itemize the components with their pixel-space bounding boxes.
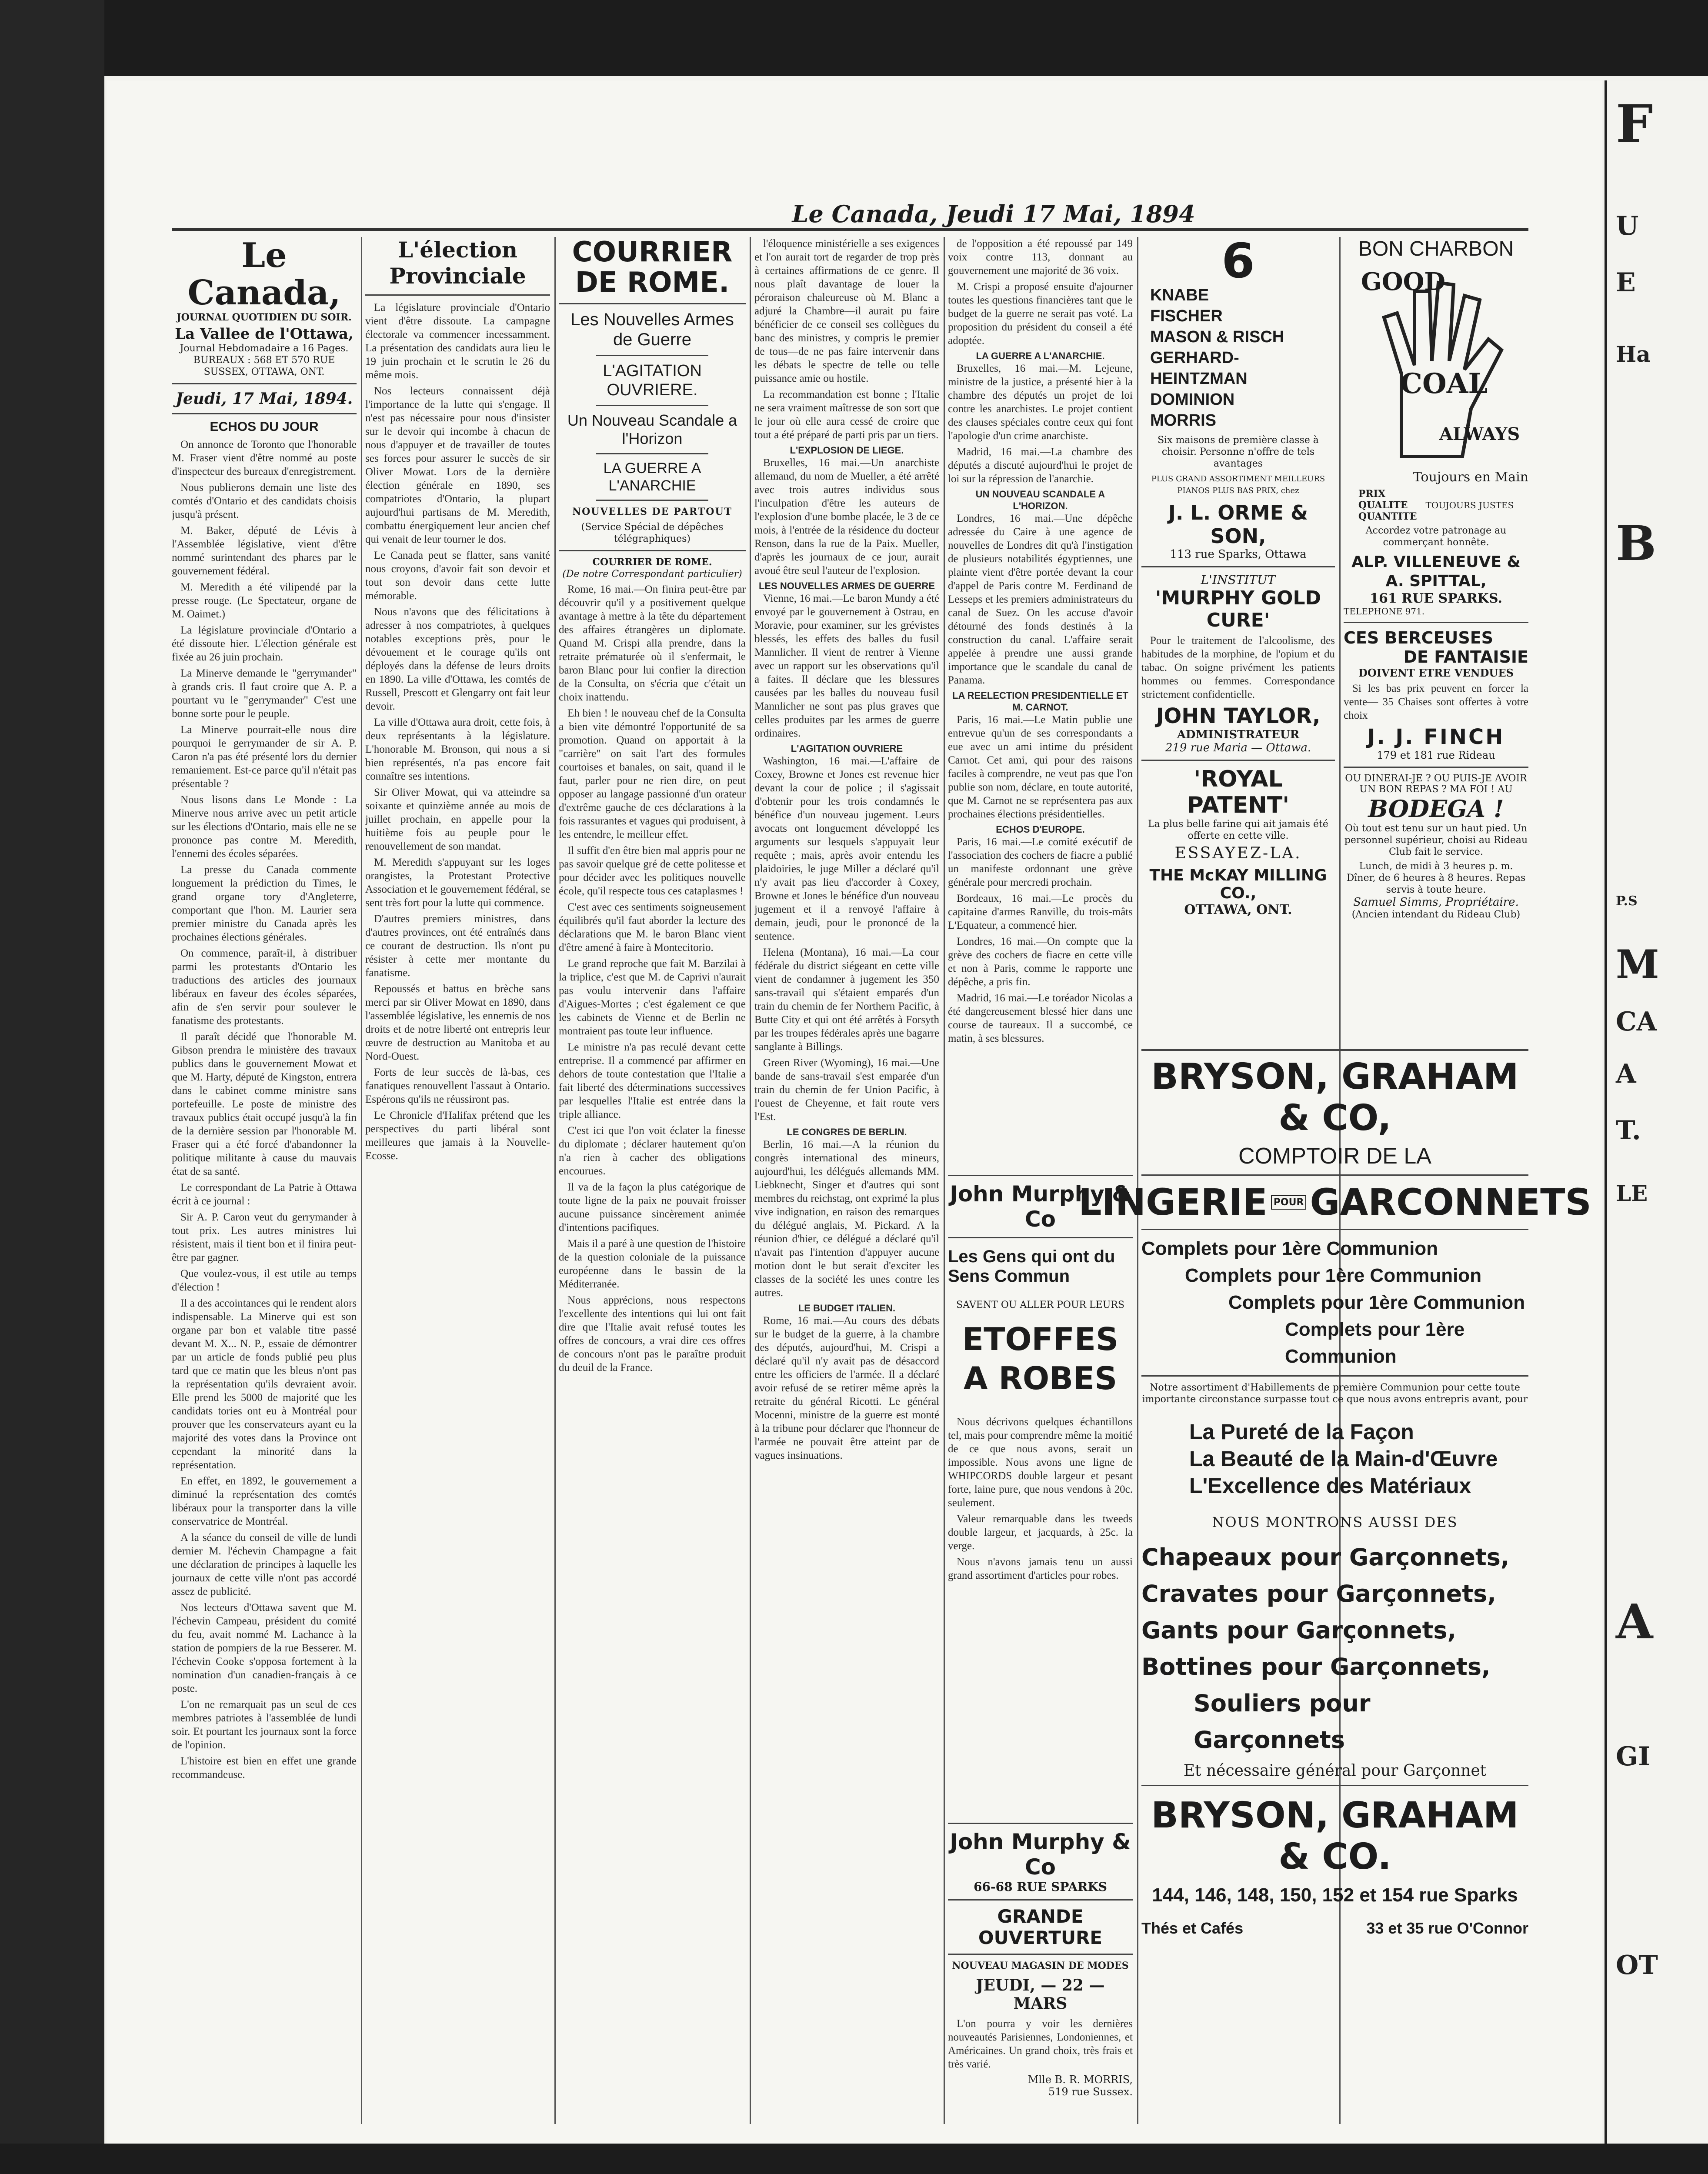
paragraph: L'on ne remarquait pas un seul de ces membres patriotes à l'assemblée de lundi soir. Et pourtant les journaux sont la force de l'opinion. bbox=[172, 1699, 357, 1751]
boys-item: Cravates pour Garçonnets, bbox=[1141, 1580, 1496, 1607]
paragraph: Rome, 16 mai.—Au cours des débats sur le budget de la guerre, à la chambre des députés, aujourd'hui, M. Crispi a déclaré qu'il n'y avait pas de désaccord entre les officiers de l'armée. Il a déclaré avoir refusé de se retirer même après la retraite du général Ricotti. Le général Mocenni, ministre de la guerre est monté à la tribune pour déclarer que l'honneur de l'armée ne pouvait être atteint par de vagues insinuations. bbox=[754, 1315, 939, 1461]
article-body bbox=[365, 301, 550, 1163]
boys-item: Souliers pour Garçonnets bbox=[1194, 1690, 1371, 1754]
column-rule bbox=[361, 237, 362, 2124]
adjacent-letter: P.S bbox=[1616, 894, 1638, 909]
section-heading: ECHOS DU JOUR bbox=[210, 420, 319, 434]
adjacent-letter: A bbox=[1616, 1594, 1653, 1650]
divider bbox=[596, 405, 708, 406]
divider bbox=[596, 453, 708, 454]
advertiser-name: BODEGA ! bbox=[1368, 795, 1504, 823]
column-ads-left bbox=[1141, 237, 1335, 1176]
deck-headline: Les Nouvelles Armes de Guerre bbox=[570, 310, 734, 349]
paragraph: M. Crispi a proposé ensuite d'ajourner toutes les questions financières tant que le budget de la guerre ne serait pas voté. La proposition du président du conseil a été adoptée. bbox=[948, 281, 1133, 347]
ad-address: 66-68 RUE SPARKS bbox=[974, 1880, 1107, 1894]
masthead-rule bbox=[172, 228, 1528, 231]
opening-title: GRANDE OUVERTURE bbox=[978, 1906, 1103, 1948]
paragraph: Nous n'avons que des félicitations à adresser à nos compatriotes, à quelques notables exceptions près, pour le dévouement et le courage qu'ils ont déployés dans la défense de leurs droits en 1890. La ville d'Ottawa, les comtés de Russell, Prescott et Glengarry ont fait leur devoir. bbox=[365, 606, 550, 712]
paragraph: Le grand reproche que fait M. Barzilai à la triplice, c'est que M. de Caprivi n'aurait pas voulu intervenir dans l'affaire d'Aigues-Mortes ; c'est également ce que les cabinets de Vienne et de Berlin ne montraient pas toute leur influence. bbox=[559, 958, 746, 1037]
paragraph: La législature provinciale d'Ontario a été dissoute hier. L'élection générale est fixée au 26 juin prochain. bbox=[172, 624, 357, 663]
paragraph: Repoussés et battus en brèche sans merci par sir Oliver Mowat en 1890, dans l'assemblée législative, les ennemis de nos droits et de notre liberté ont entrepris leur œuvre de destruction au Manitoba et au Nord-Ouest. bbox=[365, 983, 550, 1062]
paragraph: de l'opposition a été repoussé par 149 voix contre 113, donnant au gouvernement une majorité de 36 voix. bbox=[948, 238, 1133, 277]
piano-brand: DOMINION bbox=[1150, 390, 1235, 409]
paragraph: Nos lecteurs connaissent déjà l'importance de la lutte qui s'engage. Il n'est pas nécessaire pour nous d'insister sur le devoir qui incombe à chacun de nous d'appuyer et de travailler de toutes ses forces pour assurer le succès de sir Oliver Mowat. Lors de la dernière élection générale en 1890, ses compatriotes d'Ontario, la plupart aujourd'hui partisans de M. Meredith, combattu énergiquement leur ancien chef qui venait de leur tourner le dos. bbox=[365, 385, 550, 545]
divider bbox=[596, 500, 708, 501]
divider bbox=[365, 294, 550, 296]
paragraph: On commence, paraît-il, à distribuer parmi les protestants d'Ontario les traductions des articles des journaux libéraux en faveur des écoles séparées, afin de s'en servir pour soulever le fanatisme des protestants. bbox=[172, 947, 357, 1027]
adjacent-letter: LE bbox=[1616, 1180, 1648, 1206]
ad-address: 113 rue Sparks, Ottawa bbox=[1170, 548, 1307, 561]
paragraph: Que voulez-vous, il est utile au temps d'élection ! bbox=[172, 1268, 357, 1293]
paragraph: La recommandation est bonne ; l'Italie ne sera vraiment maîtresse de son sort que le jour où elle aura cessé de croire que tout a été préparé de parti pris par un tiers. bbox=[754, 389, 939, 441]
subhead: L'EXPLOSION DE LIEGE. bbox=[790, 445, 904, 456]
ad-line: ESSAYEZ-LA. bbox=[1174, 844, 1302, 862]
divider bbox=[1141, 566, 1335, 567]
divider bbox=[1344, 622, 1528, 623]
paper-weekly-desc: Journal Hebdomadaire a 16 Pages. bbox=[180, 343, 349, 354]
paragraph: Le Canada peut se flatter, sans vanité nous croyons, d'avoir fait son devoir et tout son devoir dans cette lutte mémorable. bbox=[365, 550, 550, 602]
quality-item: L'Excellence des Matériaux bbox=[1189, 1474, 1471, 1498]
column-rule bbox=[1137, 237, 1138, 2124]
divider bbox=[948, 1175, 1133, 1176]
paragraph: Pour le traitement de l'alcoolisme, des habitudes de la morphine, de l'opium et du tabac. On soigne privément les patients hommes ou femmes. Correspondance strictement confidentielle. bbox=[1141, 635, 1335, 700]
article-body bbox=[754, 237, 939, 1462]
ad-line: Toujours en Main bbox=[1413, 470, 1528, 485]
article-headline: L'élection Provinciale bbox=[389, 237, 526, 289]
column-dispatches bbox=[754, 237, 939, 2124]
column-rule bbox=[750, 237, 751, 2124]
column-election bbox=[365, 237, 550, 2124]
paragraph: C'est ici que l'on voit éclater la finesse du diplomate ; déclarer hautement qu'on n'a rien à cacher des obligations encourues. bbox=[559, 1125, 746, 1177]
subhead: LA GUERRE A L'ANARCHIE. bbox=[976, 350, 1105, 361]
paragraph: La Minerve demande le "gerrymander" à grands cris. Il faut croire que A. P. a pourtant vu le "gerrymander" C'est une bonne sorte pour le peuple. bbox=[172, 667, 357, 720]
divider bbox=[596, 355, 708, 356]
paper-weekly-title: La Vallee de l'Ottawa, bbox=[175, 325, 354, 343]
quality-list bbox=[1141, 1418, 1528, 1499]
adjacent-letter: M bbox=[1616, 941, 1659, 987]
divider bbox=[1141, 1174, 1528, 1176]
adjacent-page-edge bbox=[1605, 80, 1708, 2144]
ad-line: Thés et Cafés bbox=[1141, 1919, 1244, 1937]
paragraph: Berlin, 16 mai.—A la réunion du congrès international des mineurs, aujourd'hui, les délégués allemands MM. Liebknecht, Singer et d'autres qui sont membres du reichstag, ont exprimé la plus vive indignation, en raison des remarques du délégué anglais, M. Pickard. A la réunion d'hier, ce délégué a déclaré qu'il n'avait pas l'intention d'appuyer aucune motion dont le but serait d'exciter les classes de la société les unes contre les autres. bbox=[754, 1139, 939, 1299]
subhead: COURRIER DE ROME. bbox=[592, 557, 712, 568]
paragraph: l'éloquence ministérielle a ses exigences et l'on aurait tort de regarder de trop près à certaines affirmations de ce genre. Il nous plaît davantage de louer la péroraison chaleureuse où M. Blanc a adjuré la Chambre—il aurait pu faire bénéficier de ce conseil ses collègues du banc des ministres, y compris le premier de tous—de ne pas faire intervenir dans les débats le spectre de telle ou telle puissance amie ou hostile. bbox=[754, 238, 939, 384]
scan-border-left bbox=[0, 0, 104, 2174]
subhead: LA REELECTION PRESIDENTIELLE ET M. CARNOT. bbox=[952, 690, 1128, 713]
paragraph: Il paraît décidé que l'honorable M. Gibson prendra le ministère des travaux publics dans le gouvernement Mowat et que M. Harty, député de Kingston, entrera dans le cabinet comme ministre sans portefeuille. Le poste de ministre des travaux publics était occupé jusqu'à la fin de la dernière session par l'honorable M. Fraser qui a été forcé d'abandonner la politique militante à cause du mauvais état de sa santé. bbox=[172, 1031, 357, 1177]
paragraph: Washington, 16 mai.—L'affaire de Coxey, Browne et Jones est revenue hier devant la cour de police ; il s'agissait d'obtenir pour les trois condamnés le bénéfice d'un nouveau jugement. Leurs avocats ont longuement développé les arguments sur lesquels s'appuyait leur requête ; mais, après avoir entendu les plaidoiries, le juge Miller a déclaré qu'il n'y avait pas lieu d'accorder à Coxey, Browne et Jones le bénéfice d'un nouveau jugement et il a renvoyé l'affaire à demain, jeudi, pour le prononcé de la sentence. bbox=[754, 755, 939, 942]
paragraph: Il suffit d'en être bien mal appris pour ne pas savoir quelque gré de cette politesse et pour décider avec les politiques nouvelle école, qu'il respecte tous ces cataplasmes ! bbox=[559, 845, 746, 897]
ad-text: La plus belle farine qui ait jamais été offerte en cette ville. bbox=[1148, 819, 1328, 841]
ad-text: Où tout est tenu sur un haut pied. Un personnel supérieur, choisi au Rideau Club fait le service. bbox=[1344, 823, 1528, 857]
opening-body bbox=[948, 2017, 1133, 2071]
paragraph: Nous lisons dans Le Monde : La Minerve nous arrive avec un petit article sur les élections d'Ontario, mais elle ne se prononce pas contre M. Meredith, l'ennemi des écoles séparées. bbox=[172, 794, 357, 860]
complets-list bbox=[1141, 1235, 1528, 1370]
deck-headline: Un Nouveau Scandale a l'Horizon bbox=[567, 411, 737, 447]
subhead: UN NOUVEAU SCANDALE A L'HORIZON. bbox=[975, 489, 1105, 511]
ad-body bbox=[1141, 634, 1335, 701]
paragraph: La presse du Canada commente longuement la prédiction du Times, le grand organe tory d'Angleterre, comportant que l'hon. M. Laurier sera premier ministre du Canada après les prochaines élections générales. bbox=[172, 864, 357, 943]
quality-item: La Pureté de la Façon bbox=[1189, 1420, 1414, 1444]
divider bbox=[1141, 1229, 1528, 1230]
price-block bbox=[1344, 488, 1528, 522]
adjacent-letter: E bbox=[1616, 267, 1636, 298]
paragraph: Bordeaux, 16 mai.—Le procès du capitaine d'armes Ranville, du trois-mâts L'Equateur, a commencé hier. bbox=[948, 893, 1133, 931]
divider bbox=[172, 383, 357, 384]
paragraph: Bruxelles, 16 mai.—Un anarchiste allemand, du nom de Mueller, a été arrêté avec trois autres individus sous l'inculpation d'être les auteurs de l'explosion d'une bombe placée, le 3 de ce mois, à l'entrée de la résidence du docteur Renson, dans la rue de la Paix. Mueller, d'après les journaux de ce jour, aurait avoué être seul l'auteur de l'explosion. bbox=[754, 457, 939, 577]
ad-word: COAL bbox=[1400, 367, 1488, 400]
john-murphy-footer bbox=[948, 1817, 1133, 2098]
ad-address: 219 rue Maria — Ottawa. bbox=[1165, 741, 1311, 754]
echos-text bbox=[172, 438, 357, 1781]
paragraph: Le correspondant de La Patrie à Ottawa écrit à ce journal : bbox=[172, 1182, 357, 1207]
subhead: LE CONGRES DE BERLIN. bbox=[787, 1127, 907, 1137]
adjacent-letter: F bbox=[1616, 93, 1653, 155]
boys-item: Chapeaux pour Garçonnets, bbox=[1141, 1544, 1510, 1571]
paragraph: Sir Oliver Mowat, qui va atteindre sa soixante et quinzième année au mois de juillet prochain, en appelle pour la huitième fois au peuple pour le renouvellement de son mandat. bbox=[365, 787, 550, 852]
paper-title: Le Canada, bbox=[187, 237, 341, 313]
piano-brand: FISCHER bbox=[1150, 307, 1223, 325]
paragraph: D'autres premiers ministres, dans d'autres provinces, ont été entraînés dans ce courant de destruction. Ils n'ont pu résister à cette mer montante du fanatisme. bbox=[365, 913, 550, 979]
piano-brand: MASON & RISCH bbox=[1150, 328, 1284, 346]
ad-text: Accordez votre patronage au commerçant honnête. bbox=[1365, 525, 1507, 548]
ad-body bbox=[948, 1415, 1133, 1582]
divider bbox=[1141, 760, 1335, 761]
ad-address: 179 et 181 rue Rideau bbox=[1377, 749, 1495, 761]
complets-item: Complets pour 1ère Communion bbox=[1185, 1265, 1482, 1286]
paragraph: Paris, 16 mai.—Le comité exécutif de l'association des cochers de fiacre a publié un manifeste ordonnant une grève générale pour mercredi prochain. bbox=[948, 836, 1133, 888]
article-body bbox=[559, 583, 746, 1374]
column-ads-right bbox=[1344, 237, 1528, 1176]
adjacent-letter: CA bbox=[1616, 1007, 1657, 1037]
paragraph: Valeur remarquable dans les tweeds double largeur, et jacquards, à 25c. la verge. bbox=[948, 1513, 1133, 1552]
advertiser-name: BRYSON, GRAHAM & CO, bbox=[1151, 1056, 1519, 1139]
price-label: PRIX bbox=[1358, 488, 1386, 500]
lingerie-heading bbox=[1078, 1181, 1591, 1224]
ad-signature: Samuel Simms, Propriétaire. bbox=[1353, 896, 1519, 909]
piano-brand: MORRIS bbox=[1150, 411, 1216, 430]
ad-headline: DE FANTAISIE bbox=[1403, 647, 1528, 667]
paragraph: L'histoire est bien en effet une grande recommandeuse. bbox=[172, 1755, 357, 1781]
paragraph: Si les bas prix peuvent en forcer la vente— 35 Chaises sont offertes à votre choix bbox=[1344, 683, 1528, 721]
divider bbox=[1141, 1785, 1528, 1786]
ad-text: (Ancien intendant du Rideau Club) bbox=[1351, 909, 1521, 920]
opening-date: JEUDI, — 22 — MARS bbox=[976, 1976, 1105, 2013]
price-label: QUALITE bbox=[1358, 500, 1408, 511]
advertiser-name: THE McKAY MILLING CO., bbox=[1149, 867, 1327, 902]
divider bbox=[172, 413, 357, 414]
page-masthead: Le Canada, Jeudi 17 Mai, 1894 bbox=[792, 200, 1195, 228]
paragraph: Madrid, 16 mai.—Le toréador Nicolas a été dangereusement blessé hier dans une course de taureaux. Il a succombé, ce matin, à ses blessures. bbox=[948, 992, 1133, 1044]
adjacent-letter: Ha bbox=[1616, 341, 1651, 367]
opening-sign: Mlle B. R. MORRIS, bbox=[1027, 2074, 1133, 2086]
adjacent-letter: GI bbox=[1616, 1741, 1651, 1772]
paragraph: En effet, en 1892, le gouvernement a diminué la représentation des comtés libéraux pour la transporter dans la ville conservatrice de Montréal. bbox=[172, 1475, 357, 1527]
paragraph: Helena (Montana), 16 mai.—La cour fédérale du district siégeant en cette ville vient de condamner à jugement les 350 sans-travail qui s'étaient emparés d'un train du chemin de fer Northern Pacific, à Butte City et qui ont été arrêtés à Forsyth par les troupes fédérales après une bagarre sanglante à Billings. bbox=[754, 947, 939, 1053]
paragraph: La Minerve pourrait-elle nous dire pourquoi le gerrymander de sir A. P. Caron n'a pas été présenté lors du dernier remaniement. Est-ce parce qu'il n'était pas présentable ? bbox=[172, 724, 357, 790]
paragraph: A la séance du conseil de ville de lundi dernier M. l'échevin Champagne a fait une déclaration de principes à laquelle les journaux de cette ville n'ont pas accordé assez de publicité. bbox=[172, 1532, 357, 1597]
paragraph: Il va de la façon la plus catégorique de toute ligne de la paix ne pouvait froisser aucune puissance sincèrement animée d'intentions pacifiques. bbox=[559, 1181, 746, 1234]
divider bbox=[948, 1237, 1133, 1238]
bryson-graham-ad bbox=[1078, 1044, 1591, 1937]
ad-address: 161 RUE SPARKS. bbox=[1370, 591, 1502, 606]
ad-address: 33 et 35 rue O'Connor bbox=[1366, 1919, 1528, 1937]
column-rule bbox=[554, 237, 556, 2124]
paragraph: Nous publierons demain une liste des comtés d'Ontario et des candidats choisis jusqu'à présent. bbox=[172, 482, 357, 520]
ad-address: 144, 146, 148, 150, 152 et 154 rue Sparks bbox=[1152, 1884, 1518, 1906]
issue-date: Jeudi, 17 Mai, 1894. bbox=[175, 390, 353, 408]
opening-address: 519 rue Sussex. bbox=[1048, 2086, 1133, 2098]
ad-line: Sens Commun bbox=[948, 1267, 1070, 1286]
adjacent-letter: B bbox=[1616, 515, 1656, 571]
adjacent-letter: U bbox=[1616, 211, 1639, 241]
paper-address: BUREAUX : 568 ET 570 RUE SUSSEX, OTTAWA, ONT. bbox=[193, 355, 335, 377]
paragraph: Green River (Wyoming), 16 mai.—Une bande de sans-travail s'est emparée d'un train du chemin de fer Union Pacific, à l'ouest de Cheyenne, et fait route vers l'Est. bbox=[754, 1057, 939, 1123]
paragraph: La législature provinciale d'Ontario vient d'être dissoute. La campagne électorale va commencer incessamment. La présentation des candidats aura lieu le 19 juin prochain et le scrutin le 26 du même mois. bbox=[365, 302, 550, 381]
paragraph: Madrid, 16 mai.—La chambre des députés a discuté aujourd'hui le projet de loi sur la répression de l'anarchie. bbox=[948, 446, 1133, 485]
paragraph: Londres, 16 mai.—On compte que la grève des cochers de fiacre en cette ville et non à Paris, comme le rapporte une dépêche, a pris fin. bbox=[948, 936, 1133, 988]
paragraph: Paris, 16 mai.—Le Matin publie une entrevue qu'un de ses correspondants a eue avec un ami intime du président Carnot. Cet ami, qui pour des raisons faciles à comprendre, ne veut pas que l'on publie son nom, déclare, en toute autorité, que M. Carnot ne se représentera pas aux prochaines élections présidentielles. bbox=[948, 714, 1133, 820]
subhead: L'AGITATION OUVRIERE bbox=[791, 743, 903, 754]
price-label: QUANTITE bbox=[1358, 511, 1417, 522]
boys-item: Gants pour Garçonnets, bbox=[1141, 1617, 1457, 1644]
divider bbox=[559, 303, 746, 304]
ad-line: NOUS MONTRONS AUSSI DES bbox=[1212, 1514, 1458, 1530]
paragraph: Il a des accointances qui le rendent alors indispensable. La Minerve qui est son organe par bon et valable titre passé devant M. X... N. P., essaie de démontrer par un article de fonds publié peu plus tard que ce matin que les bleus n'ont pas la représentation qu'ils devraient avoir. Elle prend les 5000 de majorité que les candidats tories ont eu à Montréal pour prouver que les conservateurs ayant eu la majorité des votes dans la Province ont cependant la minorité dans la représentation. bbox=[172, 1297, 357, 1471]
paragraph: Nous n'avons jamais tenu un aussi grand assortiment d'articles pour robes. bbox=[948, 1556, 1133, 1581]
paragraph: Bruxelles, 16 mai.—M. Lejeune, ministre de la justice, a présenté hier à la chambre des députés un projet de loi contre les anarchistes. Le projet contient des clauses spéciales contre ceux qui font l'apologie d'un crime anarchiste. bbox=[948, 363, 1133, 442]
service-note: (Service Spécial de dépêches télégraphiques) bbox=[581, 522, 724, 544]
complets-item: Complets pour 1ère Communion bbox=[1285, 1319, 1465, 1367]
paragraph: Rome, 16 mai.—On finira peut-être par découvrir qu'il y a positivement quelque avantage à mettre à la tête du département des affaires étrangères un diplomate. Quand M. Crispi alla prendre, dans la retraite prématurée où il s'enfermait, le baron Blanc pour lui confier la direction de la Consulta, on s'écria que c'était un choix inattendu. bbox=[559, 584, 746, 703]
divider bbox=[1141, 1049, 1528, 1051]
paragraph: C'est avec ces sentiments soigneusement équilibrés qu'il faut aborder la lecture des déclarations que M. le baron Blanc vient d'être amené à faire à Montecitorio. bbox=[559, 901, 746, 954]
ad-headline: CES BERCEUSES bbox=[1344, 628, 1494, 647]
divider bbox=[559, 550, 746, 551]
opening-sub: NOUVEAU MAGASIN DE MODES bbox=[952, 1960, 1129, 1971]
paragraph: On annonce de Toronto que l'honorable M. Fraser vient d'être nommé au poste d'inspecteur des bureaux d'enregistrement. bbox=[172, 439, 357, 477]
advertiser-name: J. J. FINCH bbox=[1367, 725, 1505, 749]
paragraph: Le Chronicle d'Halifax prétend que les perspectives du parti libéral sont meilleures que jamais à la Nouvelle-Ecosse. bbox=[365, 1110, 550, 1162]
ad-text: Notre assortiment d'Habillements de première Communion pour cette toute importante circonstance surpasse tout ce que nous avons entrepris avant, pour bbox=[1142, 1382, 1528, 1405]
boys-item: Bottines pour Garçonnets, bbox=[1141, 1653, 1491, 1681]
article-headline: COURRIER DE ROME. bbox=[572, 237, 733, 299]
quality-item: La Beauté de la Main-d'Œuvre bbox=[1189, 1447, 1498, 1471]
advertiser-name: 'ROYAL PATENT' bbox=[1187, 766, 1290, 818]
ad-line: L'INSTITUT bbox=[1201, 573, 1276, 587]
paragraph: Mais il a paré à une question de l'histoire de la question coloniale de la puissance européenne dans le bassin de la Méditerranée. bbox=[559, 1238, 746, 1290]
complets-item: Complets pour 1ère Communion bbox=[1141, 1238, 1438, 1259]
piano-brands bbox=[1141, 285, 1335, 431]
price-tag: TOUJOURS JUSTES bbox=[1425, 500, 1514, 510]
ad-phone: TELEPHONE 971. bbox=[1344, 606, 1425, 617]
divider bbox=[948, 1823, 1133, 1824]
paragraph: Sir A. P. Caron veut du gerrymander à tout prix. Les autres ministres lui résistent, mais il tient bon et il finira peut-être par gagner. bbox=[172, 1211, 357, 1264]
ad-text: PLUS GRAND ASSORTIMENT MEILLEURS PIANOS PLUS BAS PRIX, chez bbox=[1151, 474, 1325, 495]
paragraph: M. Meredith s'appuyant sur les loges orangistes, la Protestant Protective Association et le gouvernement fédéral, se sent très fort pour la lutte qui commence. bbox=[365, 857, 550, 909]
paragraph: Nous apprécions, nous respectons l'excellente des intentions qui lui ont fait dire que l'Italie avait refusé toutes les offres de concours, a vrai dire ces offres de concours n'ont pas le paraître produit du deuil de la France. bbox=[559, 1294, 746, 1374]
ad-line: ADMINISTRATEUR bbox=[1177, 728, 1300, 741]
ad-line: Les Gens qui ont du bbox=[948, 1247, 1115, 1266]
ad-body bbox=[1344, 682, 1528, 722]
ad-feature: ETOFFES A ROBES bbox=[962, 1321, 1118, 1397]
column-rome bbox=[559, 237, 746, 2124]
ad-word: GOOD bbox=[1361, 267, 1445, 296]
ad-word: POUR bbox=[1271, 1195, 1307, 1210]
bryson-footer bbox=[1141, 1919, 1528, 1937]
paragraph: Nous décrivons quelques échantillons tel, mais pour comprendre même la moitié de ce que nous avons, serait un impossible. Nous avons une ligne de WHIPCORDS double largeur et pesant forte, laine pure, que nous vendons à 20c. seulement. bbox=[948, 1416, 1133, 1509]
paragraph: M. Meredith a été vilipendé par la presse rouge. (Le Spectateur, organe de M. Oaimet.) bbox=[172, 581, 357, 620]
adjacent-letter: OT bbox=[1616, 1950, 1658, 1981]
ad-text: Six maisons de première classe à choisir. Personne n'offre de tels avantages bbox=[1158, 435, 1319, 469]
advertiser-name: John Murphy & Co bbox=[950, 1829, 1131, 1880]
paper-subtitle: JOURNAL QUOTIDIEN DU SOIR. bbox=[177, 312, 352, 323]
ad-address: OTTAWA, ONT. bbox=[1184, 902, 1292, 917]
paragraph: Forts de leur succès de là-bas, ces fanatiques renouvellent l'assaut à Ontario. Espérons qu'ils ne réussiront pas. bbox=[365, 1067, 550, 1105]
ad-number: 6 bbox=[1221, 237, 1255, 289]
ad-text: Lunch, de midi à 3 heures p. m. Dîner, de 6 heures à 8 heures. Repas servis à toute heure. bbox=[1346, 861, 1526, 895]
advertiser-name: ALP. VILLENEUVE & A. SPITTAL, bbox=[1351, 553, 1521, 590]
divider bbox=[948, 1954, 1133, 1955]
divider bbox=[1141, 1375, 1528, 1377]
price-labels bbox=[1358, 488, 1417, 522]
subhead: LE BUDGET ITALIEN. bbox=[798, 1303, 896, 1314]
scan-border-top bbox=[0, 0, 1708, 76]
ad-word: ALWAYS bbox=[1439, 424, 1520, 444]
piano-brand: GERHARD-HEINTZMAN bbox=[1150, 349, 1248, 388]
advertiser-name: 'MURPHY GOLD CURE' bbox=[1155, 587, 1321, 631]
subhead: ECHOS D'EUROPE. bbox=[996, 824, 1085, 835]
adjacent-letter: A bbox=[1616, 1059, 1636, 1089]
advertiser-name: JOHN TAYLOR, bbox=[1156, 704, 1321, 728]
column-editorial bbox=[172, 237, 357, 2124]
ad-headline: BON CHARBON bbox=[1358, 237, 1514, 260]
deck-headline: L'AGITATION OUVRIERE. bbox=[603, 362, 702, 399]
ad-word: GARCONNETS bbox=[1310, 1181, 1591, 1224]
advertiser-name: BRYSON, GRAHAM & CO. bbox=[1151, 1795, 1519, 1877]
paragraph: M. Baker, député de Lévis à l'Assemblée législative, vient d'être nommé surintendant des phares par le gouvernement fédéral. bbox=[172, 525, 357, 577]
deck-headline: NOUVELLES DE PARTOUT bbox=[572, 506, 733, 517]
paragraph: Nos lecteurs d'Ottawa savent que M. l'échevin Campeau, président du comité du feu, avait nommé M. Lachance à la station de pompiers de la rue Besserer. M. l'échevin Cooke s'opposa fortement à la nomination d'un canadien-français à ce poste. bbox=[172, 1602, 357, 1694]
paragraph: Le ministre n'a pas reculé devant cette entreprise. Il a commencé par affirmer en dehors de toute contestation que l'Italie a fait liberté des déterminations successives par lesquelles l'Italie est entrée dans la triple alliance. bbox=[559, 1041, 746, 1120]
adjacent-letter: T. bbox=[1616, 1115, 1641, 1146]
ad-word: LINGERIE bbox=[1078, 1181, 1268, 1224]
advertiser-name: J. L. ORME & SON, bbox=[1168, 501, 1308, 548]
ad-line: SAVENT OU ALLER POUR LEURS bbox=[956, 1300, 1124, 1310]
ad-line: COMPTOIR DE LA bbox=[1238, 1144, 1431, 1169]
ad-line: Et nécessaire général pour Garçonnet bbox=[1183, 1762, 1487, 1780]
divider bbox=[1344, 767, 1528, 768]
paragraph: Vienne, 16 mai.—Le baron Mundy a été envoyé par le gouvernement à Ostrau, en Moravie, pour examiner, sur les grévistes blessés, les effets des balles du fusil Mannlicher. Il vient de rentrer à Vienne avec un rapport sur les observations qu'il a faites. Il déclare que les blessures causées par les balles du nouveau fusil Mannlicher ne sont pas plus graves que celles produites par les armes de guerre ordinaires. bbox=[754, 593, 939, 739]
article-body bbox=[948, 237, 1133, 1045]
ad-line: DOIVENT ETRE VENDUES bbox=[1358, 667, 1514, 679]
complets-item: Complets pour 1ère Communion bbox=[1228, 1292, 1525, 1313]
divider bbox=[948, 1899, 1133, 1901]
boys-items bbox=[1141, 1539, 1528, 1758]
paragraph: La ville d'Ottawa aura droit, cette fois, à deux représentants à la législature. L'honorable M. Bronson, qui nous a si bien représentés, n'a pas encore fait connaître ses intentions. bbox=[365, 717, 550, 782]
piano-brand: KNABE bbox=[1150, 286, 1209, 304]
paragraph: Eh bien ! le nouveau chef de la Consulta a bien vite démontré l'opportunité de sa promotion. Quand on apportait à la "carrière" on sait l'art des formules courtoises et banales, on sait, quand il le faut, parler pour ne rien dire, on peut opposer au langage passionné d'un orateur d'extrême gauche de ces déclarations à la fois rassurantes et vagues qui produisent, à les entendre, le meilleur effet. bbox=[559, 707, 746, 840]
subhead: LES NOUVELLES ARMES DE GUERRE bbox=[758, 580, 935, 591]
correspondent-note: (De notre Correspondant particulier) bbox=[562, 569, 742, 580]
advertiser-name: John Murphy & Co bbox=[950, 1181, 1131, 1232]
deck-headline: LA GUERRE A L'ANARCHIE bbox=[603, 460, 701, 494]
paragraph: Londres, 16 mai.—Une dépêche adressée du Caire à une agence de nouvelles de Londres dit qu'à l'instigation de plusieurs notabilités égyptiennes, une plainte vient d'être portée devant la cour d'appel de Paris contre M. Ferdinand de Lesseps et les premiers administrateurs du canal de Suez. On les accuse d'avoir détourné des fonds destinés à la construction du canal. L'affaire serait appelée à prendre une aussi grande importance que le scandale du canal de Panama. bbox=[948, 513, 1133, 686]
column-rule bbox=[944, 237, 945, 2124]
john-murphy-ad bbox=[948, 1170, 1133, 1585]
scan-border-bottom bbox=[0, 2144, 1708, 2174]
paragraph: L'on pourra y voir les dernières nouveautés Parisiennes, Londoniennes, et Américaines. Un grand choix, très frais et très varié. bbox=[948, 2018, 1133, 2070]
ad-text: OU DINERAI-JE ? OU PUIS-JE AVOIR UN BON REPAS ? MA FOI ! AU bbox=[1345, 773, 1527, 795]
